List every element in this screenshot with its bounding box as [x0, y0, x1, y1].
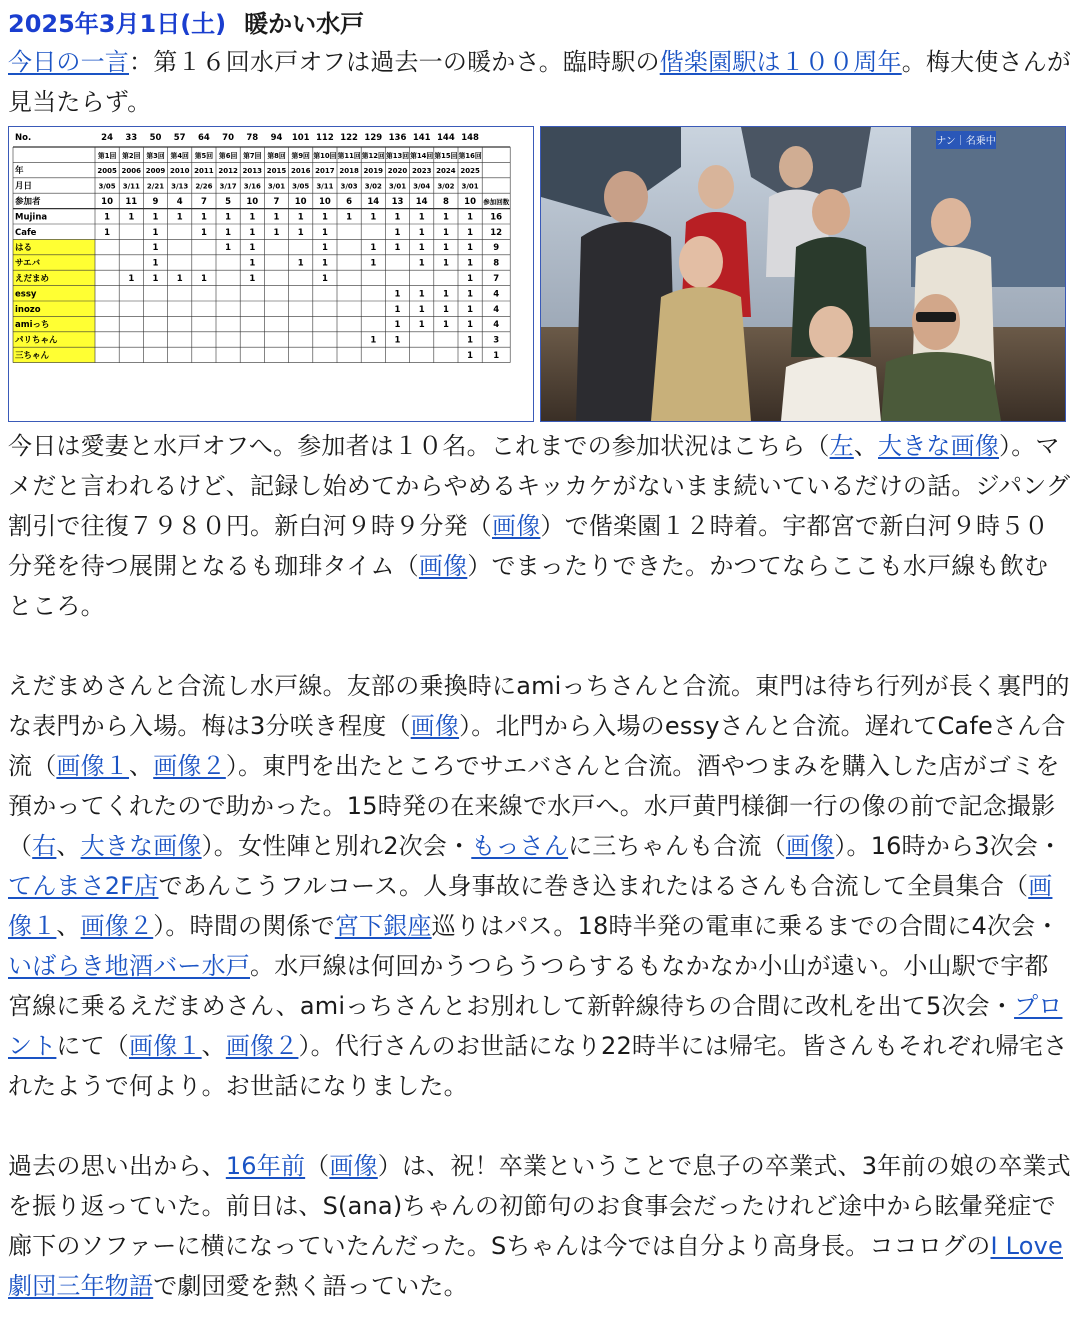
table-cell: 2016	[290, 167, 311, 176]
p1-text: ）で偕楽園１２時着。宇都宮で新白河９時５０分発を待つ展開となるも珈琲タイム（	[8, 512, 1049, 580]
table-cell: 1	[370, 258, 377, 269]
table-cell: 6	[346, 196, 353, 207]
table-cell: 1	[370, 335, 377, 346]
table-cell: 3/13	[171, 182, 189, 191]
table-row-label: パリちゃん	[15, 335, 58, 346]
table-cell: 第11回	[337, 151, 361, 160]
table-cell: 1	[418, 243, 425, 254]
table-cell: 1	[200, 273, 207, 284]
table-cell: 7	[273, 196, 280, 207]
p3-text: ）は、祝！卒業ということで息子の卒業式、3年前の娘の卒業式を振り返っていた。前日は、S(ana)ちゃんの初節句のお食事会だったけれど途中から眩暈発症で廊下のソファーに横になっていたんだった。Sちゃんは今では自分より高身長。ココログの	[8, 1152, 1071, 1260]
table-cell: 1	[467, 320, 474, 331]
table-header-cell: 136	[388, 133, 407, 143]
table-cell: 第13回	[385, 151, 410, 160]
table-cell: 2020	[387, 167, 408, 176]
table-cell: 1	[104, 212, 111, 223]
p3-text: で劇団愛を熱く語っていた。	[153, 1272, 468, 1300]
p2-text: えだまめさんと合流し水戸線。友部の乗換時にamiっちさんと合流。東門は待ち行列が長く裏門的な表門から入場。梅は3分咲き程度（	[8, 672, 1070, 740]
p2-text: 、	[201, 1032, 226, 1060]
p1-text: 今日は愛妻と水戸オフへ。参加者は１０名。これまでの参加状況はこちら（	[8, 432, 830, 460]
table-header-cell: 112	[316, 133, 334, 143]
image-row	[8, 126, 1072, 424]
table-cell: 第1回	[97, 151, 117, 160]
table-cell: 2011	[194, 167, 214, 176]
p2-text: であんこうフルコース。人身事故に巻き込まれたはるさんも合流して全員集合（	[158, 872, 1029, 900]
group-photo-svg	[541, 127, 1065, 421]
table-cell: 2005	[97, 167, 117, 176]
table-row-label: inozo	[15, 304, 41, 315]
p1-text: ）でまったりできた。かつてならここも水戸線も飲むところ。	[8, 552, 1049, 620]
table-cell: 1	[128, 212, 135, 223]
table-cell: 1	[249, 258, 256, 269]
table-cell: 10	[246, 196, 259, 207]
table-cell: 10	[464, 196, 477, 207]
paragraph-2	[8, 666, 1072, 1106]
table-cell: 第3回	[146, 151, 165, 160]
table-cell: 第7回	[243, 151, 262, 160]
table-cell: 2009	[145, 167, 166, 176]
lead-text: 。梅大使さんが見当たらず。	[8, 48, 1072, 116]
table-cell: 第9回	[291, 151, 310, 160]
table-total-cell: 16	[490, 212, 503, 223]
table-cell: 1	[297, 258, 304, 269]
table-cell: 2015	[266, 167, 287, 176]
p1-text: 、	[853, 432, 879, 460]
table-row-label: サエバ	[15, 258, 41, 269]
table-cell: 1	[321, 273, 328, 284]
table-header-cell: 50	[149, 133, 162, 143]
p2-text: にて（	[56, 1032, 130, 1060]
table-total-cell: 4	[493, 289, 500, 300]
table-cell: 1	[418, 289, 425, 300]
table-cell: 第6回	[218, 151, 238, 160]
table-cell: 1	[467, 227, 474, 238]
table-cell: 10	[294, 196, 307, 207]
table-cell: 2018	[339, 167, 359, 176]
table-cell: 1	[200, 227, 207, 238]
table-cell: 1	[394, 212, 401, 223]
table-cell: 1	[152, 243, 159, 254]
table-row-label: 年	[15, 166, 24, 177]
table-cell: 1	[321, 258, 328, 269]
table-cell: 1	[370, 243, 377, 254]
table-cell: 1	[394, 227, 401, 238]
large-image-link[interactable]: 大きな画像	[80, 832, 202, 860]
p1-text: ）。マメだと言われるけど、記録し始めてからやめるキッカケがないまま続いているだけの話。ジパング割引で往復７９８０円。新白河９時９分発（	[8, 432, 1071, 540]
table-header-cell: 33	[125, 133, 138, 143]
table-cell: 第4回	[170, 151, 189, 160]
table-row-label: 月日	[15, 181, 33, 192]
paragraph-3	[8, 1146, 1072, 1306]
p2-text: に三ちゃんも合流（	[568, 832, 786, 860]
table-header-cell: 101	[291, 133, 310, 143]
ibaraki-sake-bar-link[interactable]: いばらき地酒バー水戸	[8, 952, 250, 980]
table-cell: 4	[176, 196, 183, 207]
table-header-cell: 148	[461, 133, 479, 143]
table-cell: 1	[418, 304, 425, 315]
table-cell: 3/01	[267, 182, 286, 191]
table-cell: 1	[152, 212, 159, 223]
entry-header	[8, 6, 1072, 42]
table-cell: 1	[467, 350, 474, 361]
table-total-cell: 1	[493, 350, 500, 361]
table-header-cell: 94	[270, 133, 283, 143]
image-link[interactable]: 画像	[785, 832, 835, 860]
table-cell: 3/11	[316, 182, 334, 191]
mossan-link[interactable]: もっさん	[471, 832, 569, 860]
table-cell: 3/04	[413, 182, 431, 191]
table-cell: 1	[249, 243, 256, 254]
p2-text: ）。代行さんのお世話になり22時半には帰宅。皆さんもそれぞれ帰宅されたようで何より。お世話になりました。	[8, 1032, 1068, 1100]
table-total-cell: 4	[493, 320, 500, 331]
table-cell: 2006	[121, 167, 142, 176]
table-cell: 2023	[411, 167, 432, 176]
table-cell: 1	[104, 227, 111, 238]
table-cell: 10	[318, 196, 331, 207]
participation-table-image[interactable]	[8, 126, 534, 422]
left-image-link[interactable]: 左	[829, 432, 854, 460]
table-cell: 14	[367, 196, 380, 207]
table-cell: 1	[394, 289, 401, 300]
table-header-cell: 129	[364, 133, 383, 143]
table-cell: 1	[321, 243, 328, 254]
participation-table-svg	[9, 127, 533, 421]
table-cell: 1	[152, 258, 159, 269]
table-total-cell: 7	[493, 273, 500, 284]
table-cell: 14	[415, 196, 428, 207]
table-cell: 1	[394, 335, 401, 346]
table-cell: 1	[442, 212, 449, 223]
table-cell: 1	[442, 258, 449, 269]
table-cell: 2019	[363, 167, 384, 176]
table-cell: 13	[391, 196, 404, 207]
image-link[interactable]: 画像	[410, 712, 460, 740]
table-cell: 1	[249, 273, 256, 284]
table-header-cell: No.	[15, 133, 32, 143]
table-total-cell: 3	[493, 335, 500, 346]
p2-text: 、	[129, 752, 154, 780]
table-total-cell: 9	[493, 243, 500, 254]
pronto-link[interactable]: プロント	[8, 992, 1063, 1060]
p2-text: ）。女性陣と別れ2次会・	[201, 832, 472, 860]
table-cell: 1	[176, 212, 183, 223]
table-cell: 2017	[315, 167, 335, 176]
p2-text: ）。東門を出たところでサエバさんと合流。酒やつまみを購入した店がゴミを預かってくれたので助かった。15時発の在来線で水戸へ。水戸黄門様御一行の像の前で記念撮影（	[8, 752, 1060, 860]
p2-text: ）。16時から3次会・	[834, 832, 1063, 860]
table-header-cell: 64	[197, 133, 210, 143]
table-cell: 1	[442, 320, 449, 331]
table-total-cell: 8	[493, 258, 500, 269]
image-2-link[interactable]: 画像２	[225, 1032, 299, 1060]
building-sign: ナン｜名乗中	[936, 136, 996, 147]
table-cell: 1	[442, 227, 449, 238]
table-cell: 1	[418, 320, 425, 331]
table-cell: 1	[442, 243, 449, 254]
table-row-label: amiっち	[15, 320, 50, 331]
table-cell: 1	[370, 212, 377, 223]
table-cell: 1	[273, 212, 280, 223]
table-cell: 1	[152, 273, 159, 284]
table-cell: 1	[418, 227, 425, 238]
table-cell: 第15回	[434, 151, 458, 160]
table-header-cell: 78	[246, 133, 259, 143]
entry-title: 暖かい水戸	[244, 10, 365, 38]
table-header-cell: 24	[101, 133, 114, 143]
table-cell: 3/01	[388, 182, 407, 191]
table-row-label: Cafe	[15, 227, 37, 238]
table-cell: 2024	[436, 167, 456, 176]
table-cell: 2012	[218, 167, 238, 176]
table-cell: 5	[225, 196, 232, 207]
table-cell: 8	[442, 196, 449, 207]
table-cell: 1	[418, 258, 425, 269]
table-cell: 1	[152, 227, 159, 238]
table-cell: 1	[467, 335, 474, 346]
table-cell: 1	[394, 304, 401, 315]
entry-date: 2025年3月1日(土)	[8, 10, 227, 38]
table-total-cell: 12	[490, 227, 503, 238]
table-cell: 2025	[460, 167, 480, 176]
p3-text: 過去の思い出から、	[8, 1152, 226, 1180]
table-cell: 1	[442, 304, 449, 315]
table-cell: 1	[467, 304, 474, 315]
table-cell: 1	[346, 212, 353, 223]
table-cell: 7	[200, 196, 207, 207]
p2-text: 、	[56, 832, 81, 860]
table-cell: 1	[467, 289, 474, 300]
table-row-label: えだまめ	[15, 273, 50, 284]
tenmasa-link[interactable]: てんまさ2F店	[8, 872, 159, 900]
image-link[interactable]: 画像	[492, 512, 541, 540]
p2-text: ）。時間の関係で	[153, 912, 335, 940]
i-love-gekidan-link[interactable]: I Love 劇団三年物語	[8, 1232, 1063, 1300]
table-cell: 1	[249, 227, 256, 238]
table-cell: 3/01	[461, 182, 479, 191]
image-1-link[interactable]: 画像１	[129, 1032, 202, 1060]
p2-text: 巡りはパス。18時半発の電車に乗るまでの合間に4次会・	[431, 912, 1060, 940]
table-cell: 第2回	[122, 151, 141, 160]
table-row-label: 参加者	[15, 196, 41, 207]
table-cell: 1	[225, 243, 232, 254]
table-header-cell: 70	[222, 133, 235, 143]
blog-entry	[0, 6, 1080, 1334]
table-cell: 3/02	[364, 182, 382, 191]
table-cell: 1	[467, 258, 474, 269]
table-cell: 2/26	[195, 182, 213, 191]
table-cell: 10	[101, 196, 114, 207]
table-header-cell: 141	[412, 133, 431, 143]
table-cell: 3/11	[122, 182, 140, 191]
image-2-link[interactable]: 画像２	[80, 912, 154, 940]
table-cell: 第8回	[267, 151, 286, 160]
table-cell: 1	[273, 227, 280, 238]
table-cell: 1	[297, 212, 304, 223]
image-link[interactable]: 画像	[418, 552, 468, 580]
table-row-label: Mujina	[15, 212, 48, 223]
table-cell: 1	[128, 273, 135, 284]
table-cell: 第12回	[361, 151, 385, 160]
table-total-cell: 4	[493, 304, 500, 315]
table-cell: 1	[467, 273, 474, 284]
table-cell: 第16回	[458, 151, 482, 160]
table-cell: 第10回	[313, 151, 337, 160]
table-cell: 1	[297, 227, 304, 238]
table-cell: 1	[225, 227, 232, 238]
table-cell: 3/17	[219, 182, 237, 191]
table-header-cell: 122	[340, 133, 358, 143]
p2-text: ）。北門から入場のessyさんと合流。遅れてCafeさん合流（	[8, 712, 1066, 780]
table-cell: 1	[394, 243, 401, 254]
table-cell: 第5回	[194, 151, 214, 160]
table-cell: 2/21	[146, 182, 165, 191]
table-cell: 1	[394, 320, 401, 331]
table-cell: 1	[321, 227, 328, 238]
table-cell: 3/03	[340, 182, 358, 191]
table-cell: 1	[200, 212, 207, 223]
image-1-link[interactable]: 画像１	[56, 752, 130, 780]
table-cell: 1	[249, 212, 256, 223]
today-word	[8, 42, 1072, 122]
table-cell: 11	[125, 196, 138, 207]
right-image-link[interactable]: 右	[32, 832, 57, 860]
p3-text: （	[305, 1152, 330, 1180]
group-photo-image[interactable]	[540, 126, 1066, 422]
today-word-link[interactable]: 今日の一言	[8, 48, 129, 76]
table-header-cell: 57	[173, 133, 186, 143]
table-row-label: はる	[15, 243, 33, 254]
table-row-label: essy	[15, 289, 37, 300]
table-cell: 3/02	[437, 182, 455, 191]
table-cell: 1	[225, 212, 232, 223]
p2-text: 、	[56, 912, 81, 940]
p2-text: 。水戸線は何回かうつらうつらするもなかなか小山が遠い。小山駅で宇都宮線に乗るえだまめさん、amiっちさんとお別れして新幹線待ちの合間に改札を出て5次会・	[8, 952, 1049, 1020]
table-cell: 1	[442, 289, 449, 300]
table-cell: 2013	[242, 167, 263, 176]
image-2-link[interactable]: 画像２	[153, 752, 226, 780]
table-cell: 2010	[169, 167, 190, 176]
table-row-label: 三ちゃん	[15, 350, 50, 361]
table-cell: 第14回	[410, 151, 434, 160]
table-cell: 9	[152, 196, 159, 207]
miyashita-ginza-link[interactable]: 宮下銀座	[334, 912, 432, 940]
table-header-cell: 144	[437, 133, 455, 143]
16-years-ago-link[interactable]: 16年前	[225, 1152, 306, 1180]
table-cell: 1	[467, 243, 474, 254]
table-cell: 3/16	[243, 182, 261, 191]
large-image-link[interactable]: 大きな画像	[878, 432, 1000, 460]
lead-text: ：第１６回水戸オフは過去一の暖かさ。臨時駅の	[129, 48, 660, 76]
table-cell: 1	[321, 212, 328, 223]
paragraph-1	[8, 426, 1072, 626]
image-link[interactable]: 画像	[329, 1152, 378, 1180]
kairakuen-station-link[interactable]: 偕楽園駅は１００周年	[659, 48, 902, 76]
table-cell: 1	[176, 273, 183, 284]
table-cell: 3/05	[98, 182, 116, 191]
table-cell: 1	[418, 212, 425, 223]
table-cell: 3/05	[292, 182, 310, 191]
table-total-cell: 参加回数	[483, 197, 510, 206]
image-1-link[interactable]: 画像１	[8, 872, 1053, 940]
table-cell: 1	[467, 212, 474, 223]
